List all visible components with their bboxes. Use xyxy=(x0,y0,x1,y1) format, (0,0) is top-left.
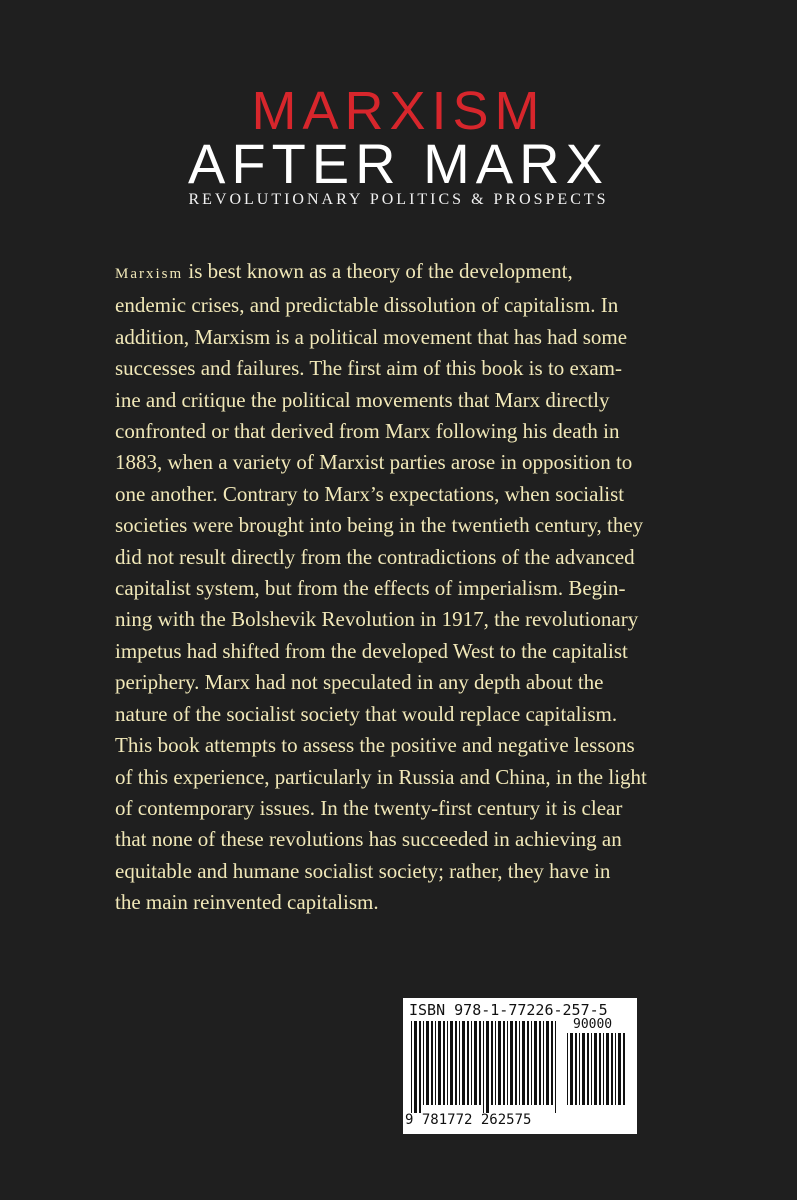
blurb-line: capitalist system, but from the effects of imperialism. Begin- xyxy=(115,576,626,601)
blurb-line: nature of the socialist society that would replace capitalism. xyxy=(115,701,618,726)
blurb-line: endemic crises, and predictable dissolution of capitalism. In xyxy=(115,293,619,318)
blurb-line: that none of these revolutions has succeeded in achieving an xyxy=(115,827,622,852)
blurb-line: impetus had shifted from the developed West to the capitalist xyxy=(115,638,628,663)
blurb-text xyxy=(115,256,675,919)
isbn-label: ISBN 978-1-77226-257-5 xyxy=(409,1001,608,1019)
barcode-bars xyxy=(411,1021,561,1113)
blurb-line: successes and failures. The first aim of this book is to exam- xyxy=(115,356,622,381)
blurb-line: confronted or that derived from Marx following his death in xyxy=(115,419,620,444)
blurb-line: did not result directly from the contradictions of the advanced xyxy=(115,544,635,569)
blurb-line: ine and critique the political movements that Marx directly xyxy=(115,387,610,412)
title-line-2: AFTER MARX xyxy=(188,132,609,195)
blurb-line-text: is best known as a theory of the development, xyxy=(183,259,573,283)
blurb-line: one another. Contrary to Marx’s expectations, when socialist xyxy=(115,481,625,506)
price-barcode-bars xyxy=(567,1033,631,1113)
blurb-line xyxy=(115,256,675,290)
blurb-line: the main reinvented capitalism. xyxy=(115,890,379,915)
subtitle: REVOLUTIONARY POLITICS & PROSPECTS xyxy=(188,191,609,208)
blurb-line: of this experience, particularly in Russia and China, in the light xyxy=(115,764,647,789)
blurb-line: societies were brought into being in the twentieth century, they xyxy=(115,513,644,538)
blurb-line: periphery. Marx had not speculated in any depth about the xyxy=(115,670,604,695)
blurb-line: equitable and humane socialist society; rather, they have in xyxy=(115,858,611,883)
blurb-line: addition, Marxism is a political movement that has had some xyxy=(115,324,628,349)
price-code: 90000 xyxy=(573,1017,613,1032)
blurb-line: This book attempts to assess the positive and negative lessons xyxy=(115,733,635,758)
blurb-line: 1883, when a variety of Marxist parties arose in opposition to xyxy=(115,450,633,475)
title-line-1: MARXISM xyxy=(251,81,546,141)
blurb-line: of contemporary issues. In the twenty-first century it is clear xyxy=(115,795,623,820)
blurb-lead-word: Marxism xyxy=(115,266,184,282)
blurb-line: ning with the Bolshevik Revolution in 1917, the revolutionary xyxy=(115,607,639,632)
isbn-barcode xyxy=(403,998,637,1134)
barcode-number: 9 781772 262575 xyxy=(405,1112,532,1128)
